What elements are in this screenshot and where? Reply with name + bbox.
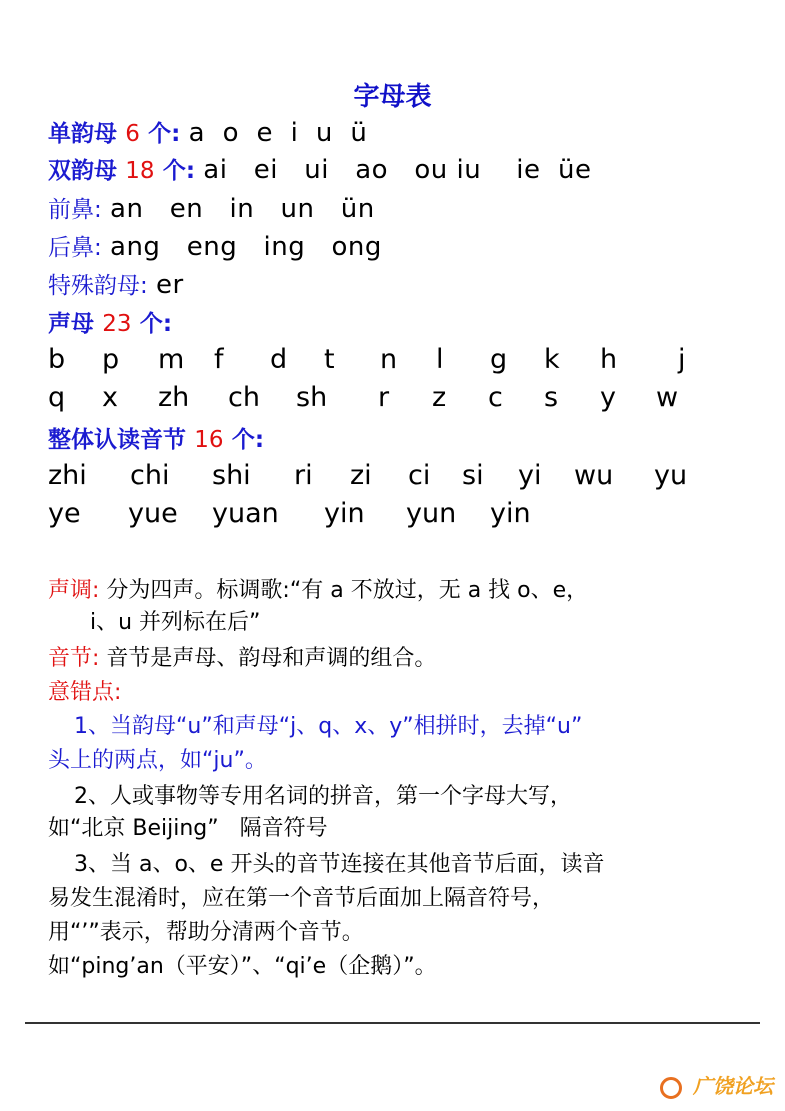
shengmu-row-2 (48, 382, 708, 418)
teshu-line (48, 268, 184, 303)
qianbi-values: an en in un ün (110, 194, 375, 224)
cuodian-point-2-line-1: 2、人或事物等专用名词的拼音，第一个字母大写， (74, 784, 572, 809)
watermark-text: 广饶论坛 (693, 1074, 773, 1098)
shengmu-count: 23 (102, 311, 132, 337)
dan-yunmu-label: 单韵母 (48, 121, 117, 147)
zhengti-count: 16 (194, 427, 224, 453)
zhengti-item: yuan (212, 498, 279, 529)
zhengti-item: ye (48, 498, 81, 529)
shengdiao-label: 声调: (48, 578, 100, 603)
page-title: 字母表 (353, 82, 432, 112)
dan-yunmu-unit: 个: (148, 121, 181, 147)
shengmu-row-1 (48, 344, 708, 380)
yinjie-line (48, 644, 436, 674)
shengdiao-text: 分为四声。标调歌:“有 a 不放过，无 a 找 o、e， (106, 578, 589, 603)
shengmu-item: n (380, 344, 398, 375)
zhengti-item: yu (654, 460, 688, 491)
cuodian-point-3-line-3: 用“’”表示，帮助分清两个音节。 (48, 920, 364, 945)
zhengti-item: wu (574, 460, 614, 491)
cuodian-point-3-line-1: 3、当 a、o、e 开头的音节连接在其他音节后面，读音 (74, 852, 605, 877)
zhengti-item: zhi (48, 460, 87, 491)
shengmu-item: k (544, 344, 560, 375)
dan-yunmu-line (48, 116, 367, 151)
cuodian-point-2-line-2: 如“北京 Beijing” 隔音符号 (48, 816, 328, 841)
shengmu-item: h (600, 344, 618, 375)
shengdiao-text-cont: i、u 并列标在后” (90, 610, 261, 635)
shengmu-item: zh (158, 382, 190, 413)
zhengti-item: ri (294, 460, 313, 491)
teshu-label: 特殊韵母: (48, 273, 148, 299)
shengmu-item: d (270, 344, 288, 375)
zhengti-unit: 个: (231, 427, 265, 453)
shengmu-item: q (48, 382, 66, 413)
shuang-yunmu-unit: 个: (162, 158, 196, 184)
shuang-yunmu-line (48, 153, 592, 188)
shengmu-item: c (488, 382, 503, 413)
zhengti-item: ci (408, 460, 431, 491)
shengmu-item: t (324, 344, 335, 375)
shengmu-unit: 个: (139, 311, 173, 337)
houbi-line (48, 230, 382, 265)
shengmu-item: z (432, 382, 447, 413)
shengmu-item: s (544, 382, 559, 413)
shuang-yunmu-values: ai ei ui ao ou iu ie üe (203, 155, 592, 185)
zhengti-heading (48, 422, 264, 457)
shengmu-item: sh (296, 382, 328, 413)
shengmu-item: r (378, 382, 390, 413)
shengmu-item: b (48, 344, 66, 375)
zhengti-item: yun (406, 498, 457, 529)
shengdiao-line (48, 576, 588, 606)
shengmu-item: p (102, 344, 120, 375)
zhengti-item: yin (324, 498, 365, 529)
watermark-logo (660, 1070, 773, 1099)
houbi-values: ang eng ing ong (110, 232, 382, 262)
shengmu-item: m (158, 344, 185, 375)
shengmu-item: l (436, 344, 444, 375)
houbi-label: 后鼻: (48, 235, 102, 261)
shuang-yunmu-count: 18 (125, 158, 155, 184)
cuodian-point-1-line-1: 1、当韵母“u”和声母“j、q、x、y”相拼时，去掉“u” (74, 714, 583, 739)
qianbi-line (48, 192, 375, 227)
zhengti-item: yue (128, 498, 178, 529)
dan-yunmu-count: 6 (125, 121, 140, 147)
yinjie-label: 音节: (48, 646, 100, 671)
shengmu-item: y (600, 382, 616, 413)
zhengti-item: si (462, 460, 484, 491)
shengmu-heading (48, 306, 172, 341)
cuodian-point-1-line-2: 头上的两点，如“ju”。 (48, 748, 267, 773)
divider-line (25, 1022, 760, 1024)
shengmu-item: f (214, 344, 224, 375)
zhengti-row-1 (48, 460, 708, 496)
zhengti-item: zi (350, 460, 372, 491)
shengmu-label: 声母 (48, 311, 94, 337)
yinjie-text: 音节是声母、韵母和声调的组合。 (106, 646, 437, 671)
zhengti-row-2 (48, 498, 708, 534)
teshu-values: er (156, 270, 184, 300)
shengmu-item: j (678, 344, 686, 375)
shuang-yunmu-label: 双韵母 (48, 158, 117, 184)
logo-icon (660, 1077, 682, 1099)
shengmu-item: ch (228, 382, 260, 413)
dan-yunmu-values: a o e i u ü (188, 118, 368, 148)
cuodian-point-3-line-2: 易发生混淆时，应在第一个音节后面加上隔音符号， (48, 886, 555, 911)
shengmu-item: g (490, 344, 508, 375)
shengmu-item: x (102, 382, 118, 413)
cuodian-point-3-line-4: 如“ping’an（平安）”、“qi’e（企鹅）”。 (48, 954, 437, 979)
zhengti-label: 整体认读音节 (48, 427, 186, 453)
zhengti-item: shi (212, 460, 251, 491)
zhengti-item: yi (518, 460, 542, 491)
cuodian-label: 意错点: (48, 680, 122, 705)
qianbi-label: 前鼻: (48, 197, 102, 223)
zhengti-item: yin (490, 498, 531, 529)
zhengti-item: chi (130, 460, 170, 491)
shengmu-item: w (656, 382, 679, 413)
